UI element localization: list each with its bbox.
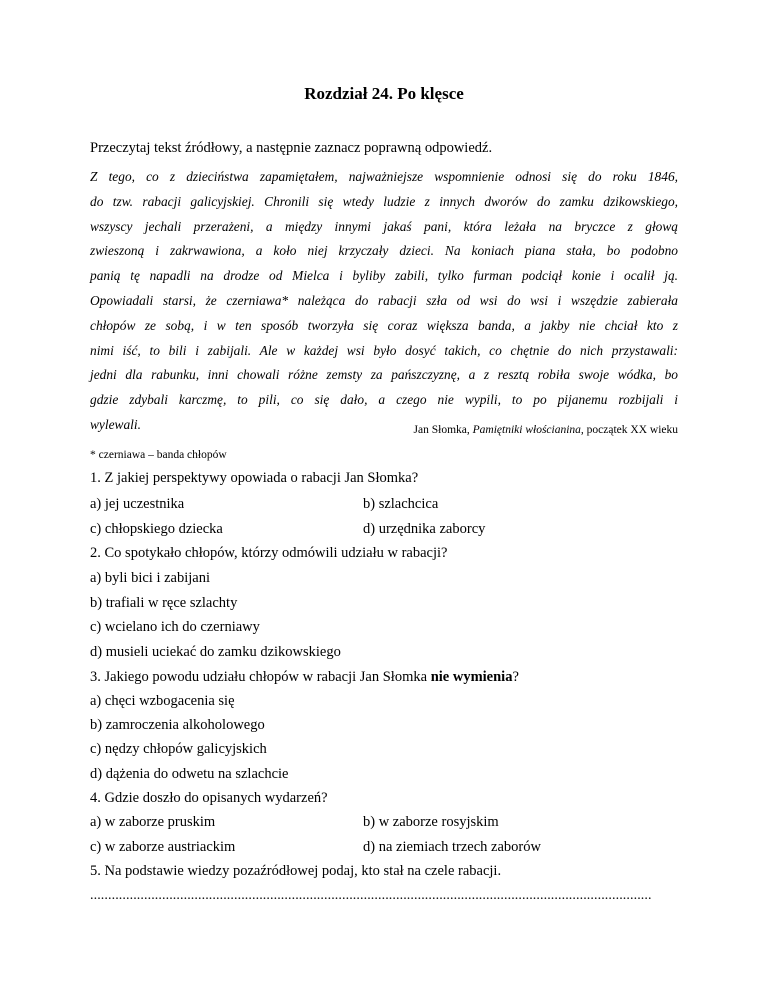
source-line: gdzie zdybali karczmę, to pili, co się dało, a czego nie wypili, to po pijanemu rozbijali i bbox=[90, 392, 678, 408]
q4-option-d[interactable]: d) na ziemiach trzech zaborów bbox=[363, 839, 541, 855]
q4-option-b[interactable]: b) w zaborze rosyjskim bbox=[363, 814, 499, 830]
citation-work: Pamiętniki włościanina, bbox=[472, 424, 584, 436]
source-line: zwieszoną i zakrwawiona, a koło niej krzyczały dzieci. Na koniach piana stała, bo podobno bbox=[90, 243, 678, 259]
source-line: Z tego, co z dzieciństwa zapamiętałem, najważniejsze wspomnienie odnosi się do roku 1846, bbox=[90, 169, 678, 184]
source-line: panią tę napadli na drodze od Mielca i byliby zabili, tylko furman podciął konie i ocalił ją. bbox=[90, 268, 678, 284]
q1-option-a[interactable]: a) jej uczestnika bbox=[90, 496, 185, 512]
question-3-text: 3. Jakiego powodu udziału chłopów w rabacji Jan Słomka bbox=[90, 669, 431, 685]
question-4: 4. Gdzie doszło do opisanych wydarzeń? bbox=[90, 790, 328, 806]
q3-option-c[interactable]: c) nędzy chłopów galicyjskich bbox=[90, 741, 267, 757]
q3-option-a[interactable]: a) chęci wzbogacenia się bbox=[90, 693, 235, 709]
q3-option-d[interactable]: d) dążenia do odwetu na szlachcie bbox=[90, 766, 289, 782]
source-line: chłopów ze sobą, i w ten sposób tworzyła się coraz większa banda, a jakby nie chciał kto z bbox=[90, 317, 678, 333]
q2-option-d[interactable]: d) musieli uciekać do zamku dzikowskiego bbox=[90, 644, 341, 660]
q4-option-c[interactable]: c) w zaborze austriackim bbox=[90, 839, 236, 855]
q2-option-c[interactable]: c) wcielano ich do czerniawy bbox=[90, 619, 260, 635]
source-line: wszyscy jechali przerażeni, a między innymi jakaś pani, która leżała na bryczce z głową bbox=[90, 218, 678, 234]
source-line: Opowiadali starsi, że czerniawa* należąca do rabacji szła od wsi do wsi i wszędzie zabierała bbox=[90, 292, 678, 308]
source-citation bbox=[414, 424, 678, 436]
question-5: 5. Na podstawie wiedzy pozaźródłowej podaj, kto stał na czele rabacji. bbox=[90, 863, 502, 879]
q1-option-b[interactable]: b) szlachcica bbox=[363, 496, 439, 512]
instructions: Przeczytaj tekst źródłowy, a następnie zaznacz poprawną odpowiedź. bbox=[90, 140, 493, 156]
source-line: jedni dla rabunku, inni chowali różne zemsty za pańszczyznę, a z resztą robiła swoje wódka, bo bbox=[90, 367, 678, 383]
q1-option-d[interactable]: d) urzędnika zaborcy bbox=[363, 521, 486, 537]
source-text bbox=[90, 165, 678, 438]
question-3-emphasis: nie wymienia bbox=[430, 669, 513, 685]
question-2: 2. Co spotykało chłopów, którzy odmówili udziału w rabacji? bbox=[90, 545, 448, 561]
source-line: wylewali. bbox=[90, 416, 141, 432]
question-1: 1. Z jakiej perspektywy opowiada o rabacji Jan Słomka? bbox=[90, 470, 419, 486]
q2-option-b[interactable]: b) trafiali w ręce szlachty bbox=[90, 595, 238, 611]
q3-option-b[interactable]: b) zamroczenia alkoholowego bbox=[90, 717, 265, 733]
citation-date: początek XX wieku bbox=[583, 424, 678, 436]
source-line: nimi iść, to bili i zabijali. Ale w każdej wsi było dosyć takich, co chętnie do nich przystawali: bbox=[90, 342, 678, 358]
citation-author: Jan Słomka, bbox=[413, 424, 473, 436]
q1-option-c[interactable]: c) chłopskiego dziecka bbox=[90, 521, 223, 537]
question-3 bbox=[90, 669, 519, 686]
chapter-title: Rozdział 24. Po klęsce bbox=[304, 84, 464, 103]
answer-line[interactable]: ............................................................................................................................................................ bbox=[90, 888, 652, 903]
source-line: do tzw. rabacji galicyjskiej. Chronili się wtedy ludzie z innych dworów do zamku dzikowskiego, bbox=[90, 193, 678, 209]
q2-option-a[interactable]: a) byli bici i zabijani bbox=[90, 570, 210, 586]
question-3-end: ? bbox=[512, 669, 519, 685]
footnote: * czerniawa – banda chłopów bbox=[90, 449, 227, 461]
q4-option-a[interactable]: a) w zaborze pruskim bbox=[90, 814, 216, 830]
